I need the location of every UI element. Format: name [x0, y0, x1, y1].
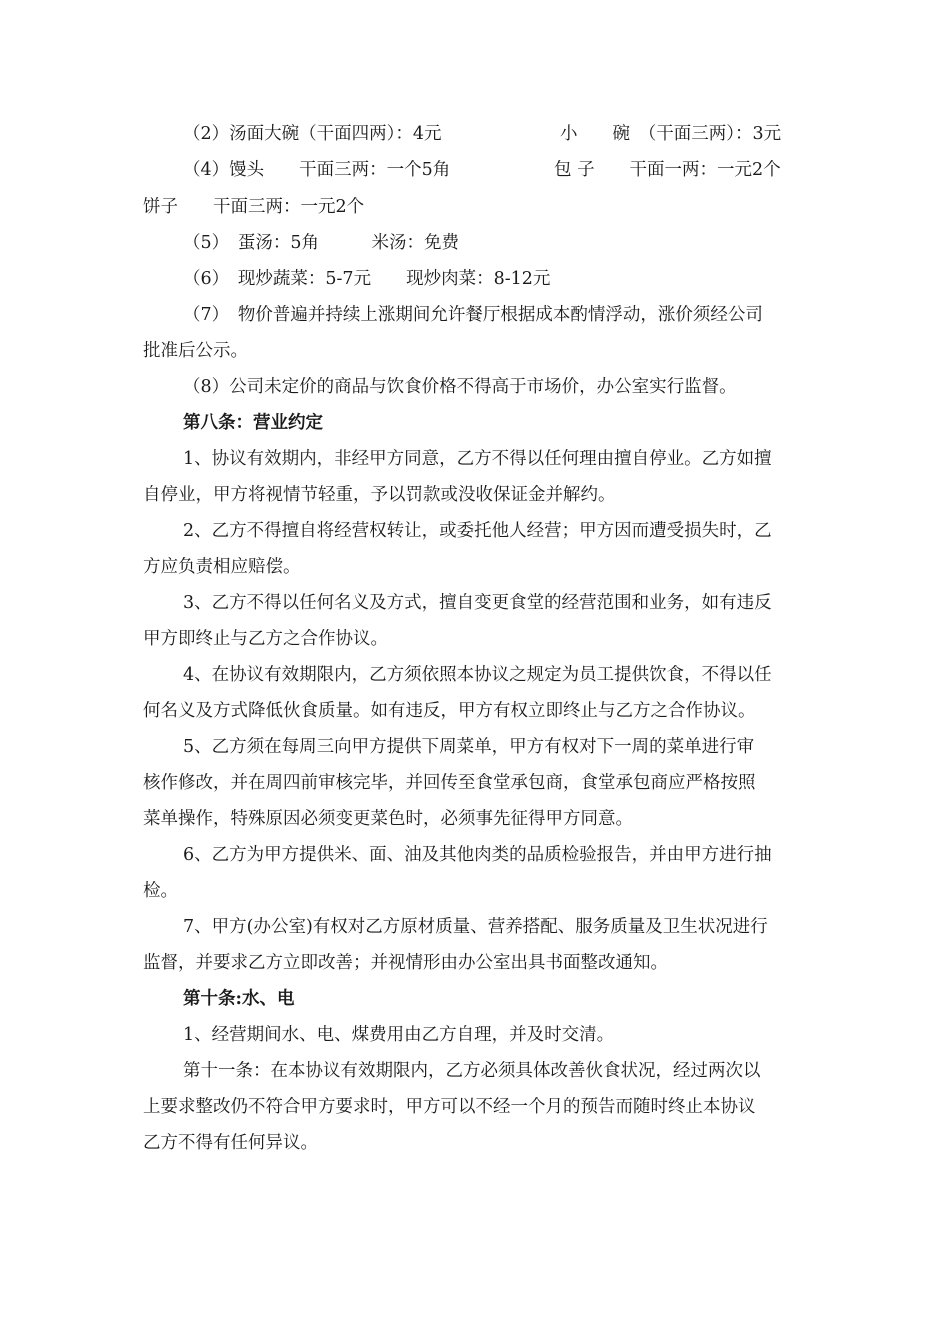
article-11-line-c: 乙方不得有任何异议。 — [143, 1133, 318, 1153]
article-10-heading: 第十条:水、电 — [183, 989, 295, 1009]
article-8-clause-7a: 7、甲方(办公室)有权对乙方原材质量、营养搭配、服务质量及卫生状况进行 — [183, 917, 768, 937]
article-8-clause-6a: 6、乙方为甲方提供米、面、油及其他肉类的品质检验报告，并由甲方进行抽 — [183, 845, 772, 865]
article-8-clause-7b: 监督，并要求乙方立即改善；并视情形由办公室出具书面整改通知。 — [143, 953, 668, 973]
article-8-clause-3b: 甲方即终止与乙方之合作协议。 — [143, 629, 388, 649]
price-line-2-left: （2）汤面大碗（干面四两）：4元 — [183, 124, 442, 144]
price-line-7a: （7） 物价普遍并持续上涨期间允许餐厅根据成本酌情浮动，涨价须经公司 — [183, 305, 763, 325]
article-8-clause-4b: 何名义及方式降低伙食质量。如有违反，甲方有权立即终止与乙方之合作协议。 — [143, 701, 756, 721]
article-8-clause-1a: 1、协议有效期内，非经甲方同意，乙方不得以任何理由擅自停业。乙方如擅 — [183, 449, 772, 469]
price-line-2-right: 小 碗 （干面三两）：3元 — [560, 124, 782, 144]
article-8-clause-4a: 4、在协议有效期限内，乙方须依照本协议之规定为员工提供饮食，不得以任 — [183, 665, 772, 685]
article-8-clause-5c: 菜单操作，特殊原因必须变更菜色时，必须事先征得甲方同意。 — [143, 809, 633, 829]
price-line-4-left: （4）馒头 干面三两：一个5角 — [183, 160, 451, 180]
price-line-7b: 批准后公示。 — [143, 341, 248, 361]
article-8-clause-2a: 2、乙方不得擅自将经营权转让，或委托他人经营；甲方因而遭受损失时，乙 — [183, 521, 772, 541]
article-8-clause-1b: 自停业，甲方将视情节轻重，予以罚款或没收保证金并解约。 — [143, 485, 616, 505]
article-8-heading: 第八条：营业约定 — [183, 413, 323, 433]
article-8-clause-5a: 5、乙方须在每周三向甲方提供下周菜单，甲方有权对下一周的菜单进行审 — [183, 737, 755, 757]
price-line-6: （6） 现炒蔬菜：5-7元 现炒肉菜：8-12元 — [183, 269, 551, 289]
article-8-clause-3a: 3、乙方不得以任何名义及方式，擅自变更食堂的经营范围和业务，如有违反 — [183, 593, 772, 613]
article-8-clause-5b: 核作修改，并在周四前审核完毕，并回传至食堂承包商，食堂承包商应严格按照 — [143, 773, 756, 793]
article-8-clause-6b: 检。 — [143, 881, 178, 901]
article-8-clause-2b: 方应负责相应赔偿。 — [143, 557, 301, 577]
article-11-line-b: 上要求整改仍不符合甲方要求时，甲方可以不经一个月的预告而随时终止本协议 — [143, 1097, 756, 1117]
price-line-4-right: 包 子 干面一两：一元2个 — [554, 160, 781, 180]
article-10-clause-1: 1、经营期间水、电、煤费用由乙方自理，并及时交清。 — [183, 1025, 615, 1045]
article-11-line-a: 第十一条：在本协议有效期限内，乙方必须具体改善伙食状况，经过两次以 — [183, 1061, 761, 1081]
price-line-5: （5） 蛋汤：5角 米汤：免费 — [183, 233, 460, 253]
price-line-8: （8）公司未定价的商品与饮食价格不得高于市场价，办公室实行监督。 — [183, 377, 737, 397]
price-line-4-cont: 饼子 干面三两：一元2个 — [143, 197, 365, 217]
